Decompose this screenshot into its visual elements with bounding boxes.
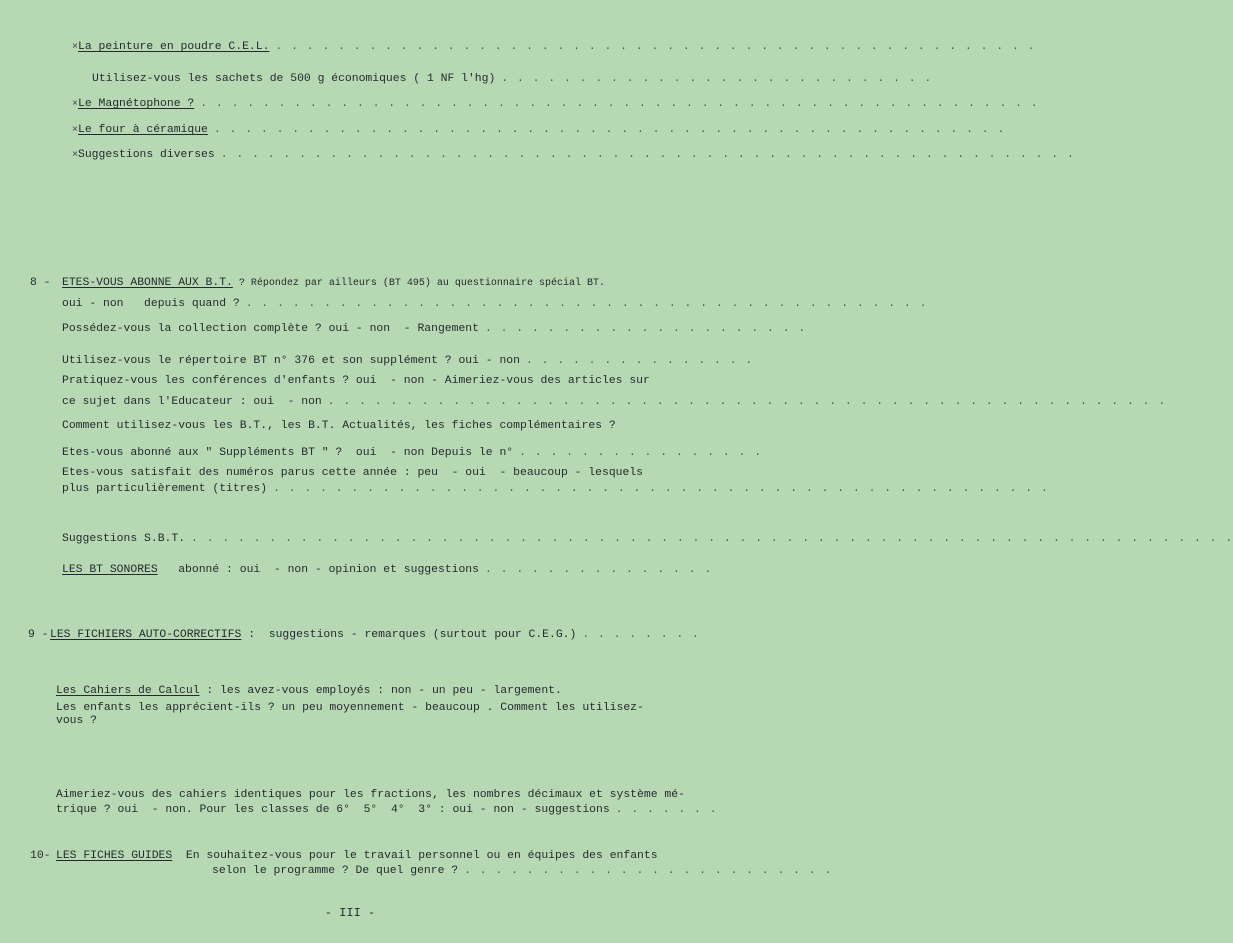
section-10-title: LES FICHES GUIDES xyxy=(56,850,173,862)
s8-line-2 xyxy=(62,322,807,336)
cahiers-text: : les avez-vous employés : non - un peu - largement. xyxy=(199,685,562,697)
item-label: Le Magnétophone ? xyxy=(78,98,195,110)
asterisk-icon: × xyxy=(72,42,79,53)
s8-suggestions-sbt xyxy=(62,532,1233,546)
item-peinture xyxy=(72,40,1036,55)
dotted-fill-line[interactable]: . . . . . . . . . . . . . . . . . . . . . . . . . . . . . . . . . . . . . . . . . . . . . . . . . . . . . . . xyxy=(220,149,1075,161)
asterisk-icon: × xyxy=(72,125,79,136)
s8-bt-sonores xyxy=(62,563,713,577)
dotted-fill-line[interactable]: . . . . . . . . . . . . . . . . . . . . . . . . . . . . . . . . . . . . . . . . . . . . . . . . . . xyxy=(273,483,1049,495)
question-text: oui - non depuis quand ? xyxy=(62,298,240,310)
asterisk-icon: × xyxy=(72,99,79,110)
s8-line-8 xyxy=(62,466,643,480)
question-text: Comment utilisez-vous les B.T., les B.T. Actualités, les fiches complémentaires ? xyxy=(62,420,616,432)
bt-sonores-text: abonné : oui - non - opinion et suggestions xyxy=(157,564,479,576)
s9-line-3 xyxy=(56,714,97,728)
item-label: Utilisez-vous les sachets de 500 g économiques ( 1 NF l'hg) xyxy=(92,73,496,85)
dotted-fill-line[interactable]: . . . . . . . . . . . . . . . . . . . . . . . . xyxy=(464,865,833,877)
item-label: Suggestions diverses xyxy=(78,149,215,161)
dotted-fill-line[interactable]: . . . . . . . . . . . . . . . . . . . . . . . . . . . . . . . . . . . . . . . . . . . . . . . . . xyxy=(275,41,1036,53)
question-text: trique ? oui - non. Pour les classes de 6° 5° 4° 3° : oui - non - suggestions xyxy=(56,804,610,816)
question-text: Aimeriez-vous des cahiers identiques pour les fractions, les nombres décimaux et système mé- xyxy=(56,789,685,801)
section-10-heading xyxy=(56,849,658,863)
question-text: Etes-vous abonné aux " Suppléments BT " ? oui - non Depuis le n° xyxy=(62,447,514,459)
bt-sonores-title: LES BT SONORES xyxy=(62,564,158,576)
s8-line-6 xyxy=(62,419,616,433)
asterisk-icon: × xyxy=(72,150,79,161)
question-text: Etes-vous satisfait des numéros parus cette année : peu - oui - beaucoup - lesquels xyxy=(62,467,644,479)
question-text: Suggestions S.B.T. xyxy=(62,533,186,545)
item-four xyxy=(72,123,1006,138)
s8-line-1 xyxy=(62,297,928,311)
dotted-fill-line[interactable]: . . . . . . . . . . . . . . . . . . . . . . . . . . . . . . . . . . . . . . . . . . . . . . . . . . . . . . xyxy=(327,396,1167,408)
section-8-heading xyxy=(62,276,650,291)
section-9-intro: : suggestions - remarques (surtout pour C.E.G.) xyxy=(241,629,577,641)
section-10-text: En souhaitez-vous pour le travail personnel ou en équipes des enfants xyxy=(172,850,658,862)
question-text: plus particulièrement (titres) xyxy=(62,483,268,495)
s9-line-4 xyxy=(56,788,685,802)
cahiers-title: Les Cahiers de Calcul xyxy=(56,685,200,697)
s8-line-4 xyxy=(62,374,650,388)
section-10-line-2 xyxy=(212,864,833,878)
dotted-fill-line[interactable]: . . . . . . . . . . . . . . . . xyxy=(519,447,763,459)
item-magnetophone xyxy=(72,97,1039,112)
question-text: Les enfants les apprécient-ils ? un peu moyennement - beaucoup . Comment les utilisez- xyxy=(56,702,644,714)
dotted-fill-line[interactable]: . . . . . . . . . . . . . . . xyxy=(525,355,754,367)
dotted-fill-line[interactable]: . . . . . . . . xyxy=(582,629,700,641)
s8-line-7 xyxy=(62,446,763,460)
dotted-fill-line[interactable]: . . . . . . . . . . . . . . . . . . . . . xyxy=(484,323,807,335)
question-text: Utilisez-vous le répertoire BT n° 376 et son supplément ? oui - non xyxy=(62,355,520,367)
section-10-number: 10- xyxy=(30,850,51,862)
dotted-fill-line[interactable]: . . . . . . . . . . . . . . . . . . . . . . . . . . . . . . . . . . . . . . . . . . . . . . . . . . . . . . . . . . . . . . . . . . . xyxy=(191,533,1233,545)
question-text: ce sujet dans l'Educateur : oui - non xyxy=(62,396,322,408)
item-label: La peinture en poudre C.E.L. xyxy=(78,41,270,53)
section-8-intro: ? Répondez par ailleurs (BT 495) au questionnaire spécial BT. xyxy=(232,278,605,289)
dotted-fill-line[interactable]: . . . . . . . . . . . . . . . . . . . . . . . . . . . . xyxy=(501,73,933,85)
page-number: - III - xyxy=(324,906,376,920)
question-text: Pratiquez-vous les conférences d'enfants ? oui - non - Aimeriez-vous des articles sur xyxy=(62,375,650,387)
question-text: selon le programme ? De quel genre ? xyxy=(212,865,459,877)
s8-line-9 xyxy=(62,482,1049,496)
section-9-heading xyxy=(50,628,700,642)
item-label: Le four à céramique xyxy=(78,124,208,136)
section-9-number: 9 - xyxy=(28,629,49,641)
s8-line-3 xyxy=(62,354,754,368)
s8-line-5 xyxy=(62,395,1167,409)
section-9-title: LES FICHIERS AUTO-CORRECTIFS xyxy=(50,629,242,641)
s9-cahiers xyxy=(56,684,562,698)
s9-line-5 xyxy=(56,803,718,817)
dotted-fill-line[interactable]: . . . . . . . . . . . . . . . . . . . . . . . . . . . . . . . . . . . . . . . . . . . . xyxy=(245,298,928,310)
dotted-fill-line[interactable]: . . . . . . . xyxy=(615,804,718,816)
section-8-number: 8 - xyxy=(30,277,51,289)
s9-line-2 xyxy=(56,701,644,715)
dotted-fill-line[interactable]: . . . . . . . . . . . . . . . xyxy=(484,564,713,576)
dotted-fill-line[interactable]: . . . . . . . . . . . . . . . . . . . . . . . . . . . . . . . . . . . . . . . . . . . . . . . . . . . xyxy=(213,124,1006,136)
question-text: vous ? xyxy=(56,715,98,727)
dotted-fill-line[interactable]: . . . . . . . . . . . . . . . . . . . . . . . . . . . . . . . . . . . . . . . . . . . . . . . . . . . . . . xyxy=(200,98,1039,110)
item-sachets xyxy=(92,72,933,86)
question-text: Possédez-vous la collection complète ? oui - non - Rangement xyxy=(62,323,479,335)
section-8-title: ETES-VOUS ABONNE AUX B.T. xyxy=(62,277,233,289)
item-suggestions xyxy=(72,148,1075,163)
